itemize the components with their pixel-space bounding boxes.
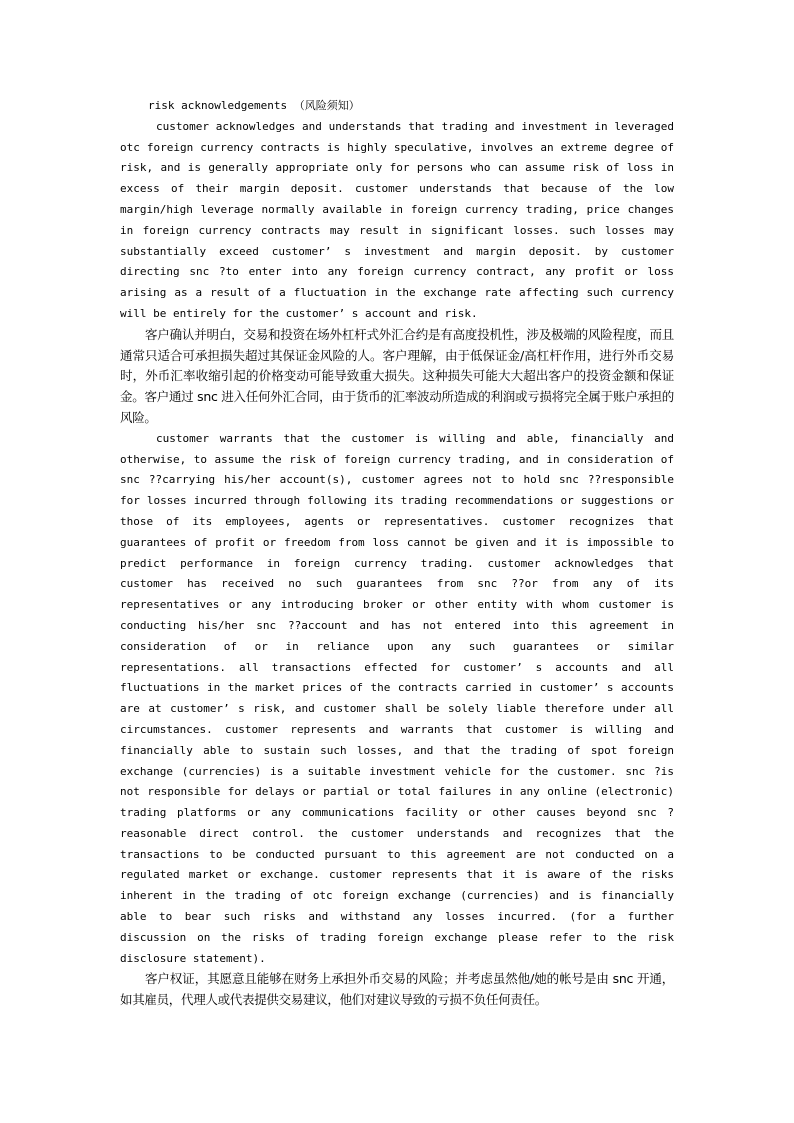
section-heading: risk acknowledgements （风险须知） xyxy=(148,99,360,112)
paragraph-zh-2: 客户权证，其愿意且能够在财务上承担外币交易的风险；并考虑虽然他/她的帐号是由 snc 开通，如其雇员，代理人或代表提供交易建议，他们对建议导致的亏损不负任何责任。 xyxy=(120,971,674,1008)
paragraph-zh-1: 客户确认并明白，交易和投资在场外杠杆式外汇合约是有高度投机性，涉及极端的风险程度，而且通常只适合可承担损失超过其保证金风险的人。客户理解，由于低保证金/高杠杆作用，进行外币交易时，外币汇率收缩引起的价格变动可能导致重大损失。这种损失可能大大超出客户的投资金额和保证金。客户通过 snc 进入任何外汇合同，由于货币的汇率波动所造成的利润或亏损将完全属于账户承担的风险。 xyxy=(120,326,674,425)
paragraph-en-1: customer acknowledges and understands that trading and investment in leveraged otc foreign currency contracts is highly speculative, involves an extreme degree of risk, and is generally appropriate only for persons who can assume risk of loss in excess of their margin deposit. customer understands that because of the low margin/high leverage normally available in foreign currency trading, price changes in foreign currency contracts may result in significant losses. such losses may substantially exceed customer’ s investment and margin deposit. by customer directing snc ?to enter into any foreign currency contract, any profit or loss arising as a result of a fluctuation in the exchange rate affecting such currency will be entirely for the customer’ s account and risk. xyxy=(120,119,674,320)
document-page xyxy=(120,96,674,1011)
paragraph-en-2: customer warrants that the customer is willing and able, financially and otherwise, to assume the risk of foreign currency trading, and in consideration of snc ??carrying his/her account(s), customer agrees not to hold snc ??responsible for losses incurred through following its trading recommendations or suggestions or those of its employees, agents or representatives. customer recognizes that guarantees of profit or freedom from loss cannot be given and it is impossible to predict performance in foreign currency trading. customer acknowledges that customer has received no such guarantees from snc ??or from any of its representatives or any introducing broker or other entity with whom customer is conducting his/her snc ??account and has not entered into this agreement in consideration of or in reliance upon any such guarantees or similar representations. all transactions effected for customer’ s accounts and all fluctuations in the market prices of the contracts carried in customer’ s accounts are at customer’ s risk, and customer shall be solely liable therefore under all circumstances. customer represents and warrants that customer is willing and financially able to sustain such losses, and that the trading of spot foreign exchange (currencies) is a suitable investment vehicle for the customer. snc ?is not responsible for delays or partial or total failures in any online (electronic) trading platforms or any communications facility or other causes beyond snc ?reasonable direct control. the customer understands and recognizes that the transactions to be conducted pursuant to this agreement are not conducted on a regulated market or exchange. customer represents that it is aware of the risks inherent in the trading of otc foreign exchange (currencies) and is financially able to bear such risks and withstand any losses incurred. (for a further discussion on the risks of trading foreign exchange please refer to the risk disclosure statement). xyxy=(120,431,674,965)
